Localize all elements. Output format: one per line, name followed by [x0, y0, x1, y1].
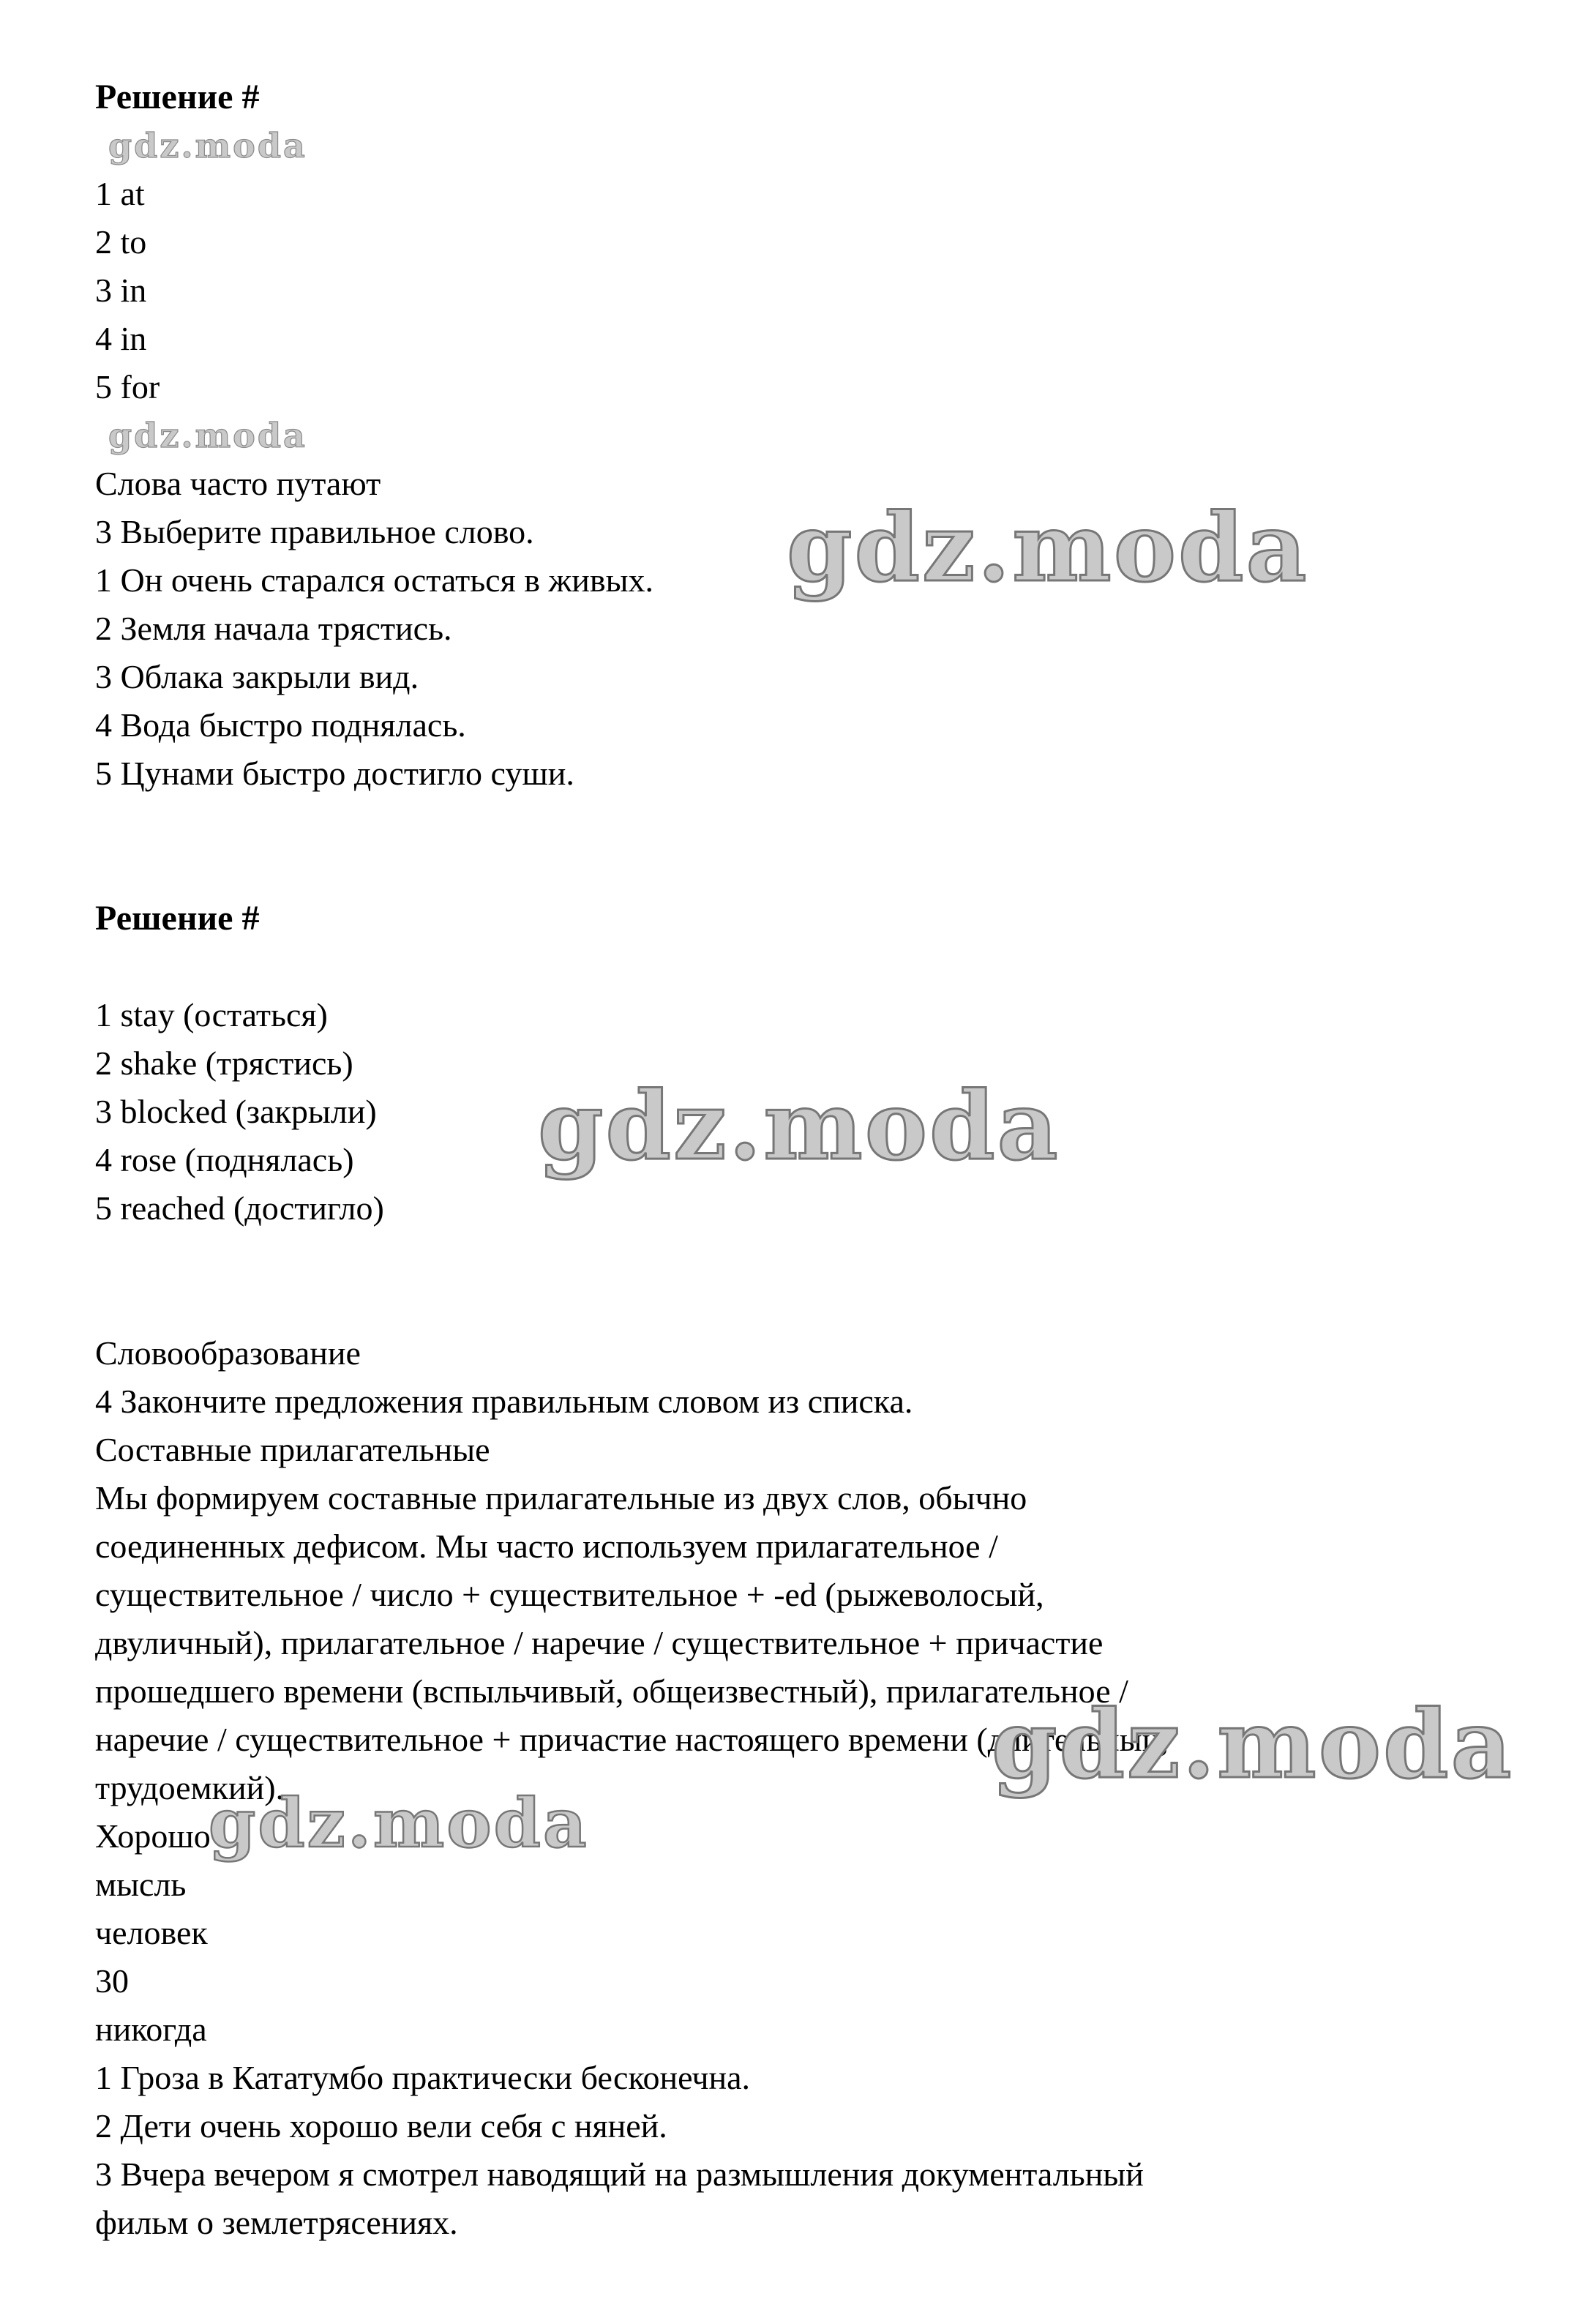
solution-item: 2 shake (трястись)	[95, 1044, 353, 1082]
task3-item: 3 Облака закрыли вид.	[95, 658, 419, 695]
task4-item: 2 Дети очень хорошо вели себя с няней.	[95, 2107, 667, 2145]
solution-item: 1 stay (остаться)	[95, 996, 328, 1033]
task3-item: 4 Вода быстро поднялась.	[95, 706, 466, 744]
task4-item: 1 Гроза в Кататумбо практически бесконечна.	[95, 2059, 751, 2096]
watermark-small-2: gdz.moda	[108, 416, 307, 455]
wordformation-title: Словообразование	[95, 1334, 361, 1372]
word-list-item: никогда	[95, 2011, 207, 2048]
spacer	[95, 846, 1508, 894]
word-list-item: Хорошо	[95, 1817, 211, 1855]
solution-item: 3 blocked (закрыли)	[95, 1093, 377, 1130]
paragraph-line: существительное / число + существительное + -ed (рыжеволосый,	[95, 1576, 1044, 1613]
watermark-large-3: gdz.moda	[992, 1690, 1514, 1800]
answer-line: 2 to	[95, 223, 147, 261]
answer-line: 3 in	[95, 272, 147, 309]
compound-adjectives-title: Составные прилагательные	[95, 1431, 490, 1468]
paragraph-line: прошедшего времени (вспыльчивый, общеизвестный), прилагательное /	[95, 1672, 1128, 1710]
watermark-medium-1: gdz.moda	[209, 1784, 589, 1863]
task3-item: 1 Он очень старался остаться в живых.	[95, 561, 653, 599]
answer-line: 1 at	[95, 175, 145, 212]
spacer	[95, 1233, 1508, 1281]
paragraph-line: наречие / существительное + причастие настоящего времени (длительный,	[95, 1721, 1169, 1758]
paragraph-line: Мы формируем составные прилагательные из двух слов, обычно	[95, 1479, 1027, 1517]
task4-item: фильм о землетрясениях.	[95, 2204, 458, 2241]
word-list-item: человек	[95, 1914, 208, 1951]
spacer	[95, 798, 1508, 846]
word-list-item: 30	[95, 1962, 129, 2000]
confusables-title: Слова часто путают	[95, 465, 381, 502]
spacer	[95, 943, 1508, 991]
solution-heading-1: Решение #	[95, 78, 260, 116]
watermark-large-2: gdz.moda	[538, 1072, 1060, 1181]
task4-item: 3 Вчера вечером я смотрел наводящий на размышления документальный	[95, 2155, 1144, 2193]
solution-item: 4 rose (поднялась)	[95, 1141, 354, 1178]
answer-line: 5 for	[95, 368, 160, 405]
solution-item: 5 reached (достигло)	[95, 1189, 384, 1227]
watermark-large-1: gdz.moda	[787, 493, 1309, 603]
word-list-item: мысль	[95, 1866, 187, 1903]
watermark-small-1: gdz.moda	[108, 126, 307, 165]
task3-item: 2 Земля начала трястись.	[95, 610, 452, 647]
paragraph-line: трудоемкий).	[95, 1769, 285, 1806]
paragraph-line: соединенных дефисом. Мы часто используем прилагательное /	[95, 1528, 998, 1565]
spacer	[95, 1281, 1508, 1329]
task3-item: 5 Цунами быстро достигло суши.	[95, 755, 574, 792]
answer-line: 4 in	[95, 320, 147, 357]
paragraph-line: двуличный), прилагательное / наречие / существительное + причастие	[95, 1624, 1104, 1661]
solution-heading-2: Решение #	[95, 899, 260, 938]
task3-title: 3 Выберите правильное слово.	[95, 513, 534, 550]
task4-title: 4 Закончите предложения правильным словом из списка.	[95, 1383, 913, 1420]
